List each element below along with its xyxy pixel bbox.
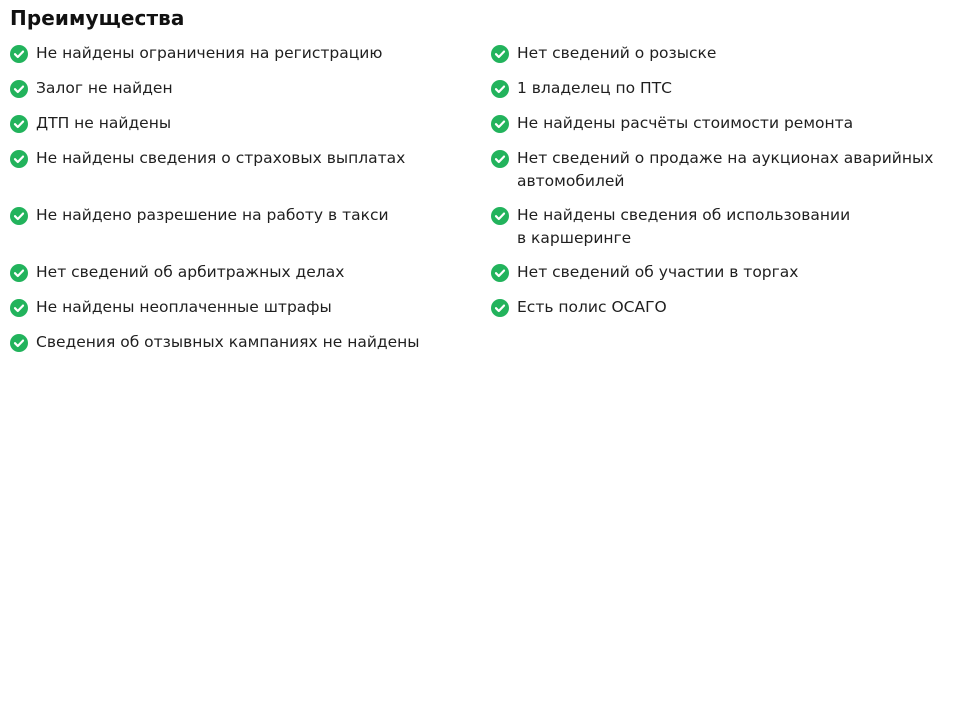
advantage-item <box>10 331 480 354</box>
advantage-text: Нет сведений о розыске <box>517 44 717 62</box>
advantage-text: Есть полис ОСАГО <box>517 298 667 316</box>
advantage-text: Не найдены ограничения на регистрацию <box>36 44 383 62</box>
check-circle-icon <box>10 207 28 225</box>
advantage-text: Не найдено разрешение на работу в такси <box>36 206 389 224</box>
section-title: Преимущества <box>10 6 185 30</box>
check-circle-icon <box>491 264 509 282</box>
check-circle-icon <box>10 150 28 168</box>
advantage-text: Нет сведений об участии в торгах <box>517 263 799 281</box>
advantage-text: ДТП не найдены <box>36 114 172 132</box>
advantage-item <box>491 77 956 100</box>
check-circle-icon <box>491 115 509 133</box>
advantage-item <box>491 42 956 65</box>
advantage-item <box>10 42 480 65</box>
check-circle-icon <box>491 80 509 98</box>
advantage-item <box>491 204 956 250</box>
advantage-text: Нет сведений об арбитражных делах <box>36 263 345 281</box>
advantage-item <box>491 296 956 319</box>
check-circle-icon <box>10 264 28 282</box>
advantage-text: Не найдены неоплаченные штрафы <box>36 298 332 316</box>
advantage-item <box>491 147 956 193</box>
check-circle-icon <box>10 334 28 352</box>
advantage-item <box>491 261 956 284</box>
advantage-item <box>10 261 480 284</box>
advantage-item <box>10 112 480 135</box>
advantages-list-right <box>491 42 956 319</box>
check-circle-icon <box>491 299 509 317</box>
advantage-text: Не найдены расчёты стоимости ремонта <box>517 114 854 132</box>
advantage-item <box>10 204 480 227</box>
advantage-item <box>491 112 956 135</box>
advantage-text: Не найдены сведения об использовании в каршеринге <box>517 206 851 247</box>
check-circle-icon <box>10 45 28 63</box>
check-circle-icon <box>10 299 28 317</box>
advantage-text: Не найдены сведения о страховых выплатах <box>36 149 406 167</box>
advantage-item <box>10 77 480 100</box>
check-circle-icon <box>491 45 509 63</box>
check-circle-icon <box>491 150 509 168</box>
advantage-text: Сведения об отзывных кампаниях не найдены <box>36 333 420 351</box>
advantage-text: Залог не найден <box>36 79 173 97</box>
check-circle-icon <box>491 207 509 225</box>
advantage-item <box>10 296 480 319</box>
advantages-list-left <box>10 42 480 354</box>
advantage-text: 1 владелец по ПТС <box>517 79 672 97</box>
advantage-text: Нет сведений о продаже на аукционах аварийных автомобилей <box>517 149 934 190</box>
check-circle-icon <box>10 115 28 133</box>
check-circle-icon <box>10 80 28 98</box>
advantage-item <box>10 147 480 170</box>
